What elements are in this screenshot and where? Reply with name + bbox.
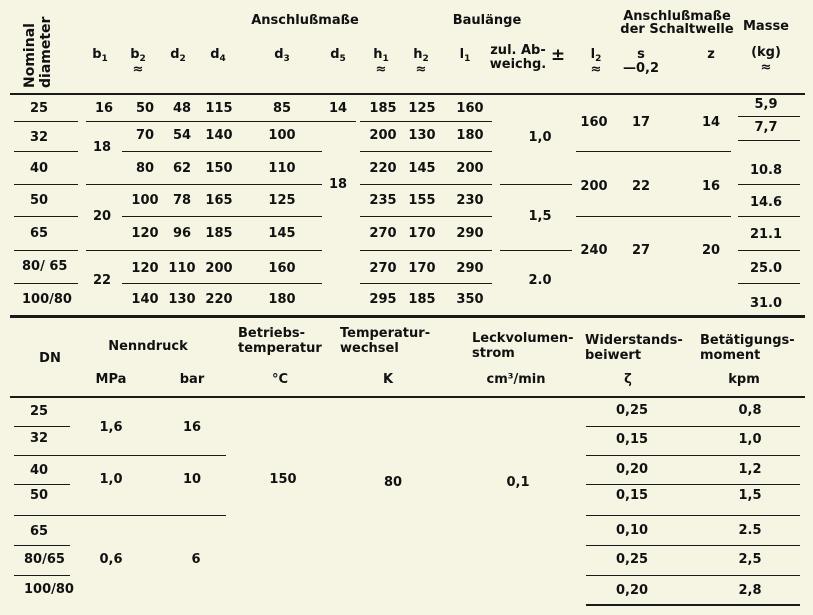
row-rule bbox=[14, 484, 70, 485]
z-cell: 14 bbox=[701, 115, 721, 130]
widerstandsbeiwert-header-line1: Widerstands- bbox=[585, 333, 683, 348]
masse-unit: (kg) bbox=[751, 45, 781, 60]
dn-cell: 40 bbox=[30, 463, 49, 478]
temperaturwechsel-value: 80 bbox=[383, 475, 403, 490]
row-rule bbox=[14, 121, 78, 122]
row-rule bbox=[738, 116, 800, 117]
masse-cell: 31.0 bbox=[749, 296, 783, 311]
row-rule bbox=[322, 121, 356, 122]
bottom-header-rule bbox=[10, 396, 805, 398]
s-header: s bbox=[637, 47, 645, 62]
b2-approx: ≈ bbox=[132, 62, 144, 77]
s-cell: 27 bbox=[631, 243, 651, 258]
d3-cell: 145 bbox=[268, 226, 296, 241]
s-tolerance: —0,2 bbox=[622, 61, 660, 76]
dn-header: DN bbox=[39, 351, 61, 366]
dn-cell: 65 bbox=[30, 226, 49, 241]
mpa-cell: 1,6 bbox=[99, 420, 123, 435]
nominal-diameter-header bbox=[20, 10, 52, 86]
zul-abweichung-cell: 1,5 bbox=[528, 209, 552, 224]
z-header: z bbox=[707, 47, 715, 62]
s-cell: 22 bbox=[631, 179, 651, 194]
row-rule bbox=[500, 184, 572, 185]
dn-cell: 80/65 bbox=[24, 552, 65, 567]
row-rule bbox=[122, 184, 322, 185]
dn-cell: 100/80 bbox=[24, 582, 74, 597]
d4-cell: 200 bbox=[205, 261, 233, 276]
row-rule bbox=[14, 250, 78, 251]
b1-cell: 22 bbox=[92, 273, 112, 288]
b2-cell: 80 bbox=[135, 161, 155, 176]
masse-cell: 7,7 bbox=[754, 120, 778, 135]
zeta-symbol: ζ bbox=[624, 372, 632, 387]
row-rule bbox=[86, 184, 122, 185]
s-cell: 17 bbox=[631, 115, 651, 130]
d5-header: $d_5$ bbox=[330, 47, 346, 64]
h1-cell: 295 bbox=[369, 292, 397, 307]
widerstandsbeiwert-header-line2: beiwert bbox=[585, 348, 642, 363]
moment-cell: 0,8 bbox=[738, 403, 762, 418]
d2-cell: 48 bbox=[172, 101, 192, 116]
h1-cell: 235 bbox=[369, 193, 397, 208]
table-separator bbox=[10, 315, 805, 318]
d2-cell: 130 bbox=[168, 292, 196, 307]
h2-cell: 170 bbox=[408, 261, 436, 276]
d3-cell: 110 bbox=[268, 161, 296, 176]
betriebstemperatur-value: 150 bbox=[269, 472, 297, 487]
widerstand-cell: 0,20 bbox=[615, 583, 649, 598]
dn-cell: 100/80 bbox=[22, 292, 72, 307]
schaltwelle-header-line2: der Schaltwelle bbox=[620, 22, 734, 37]
widerstand-cell: 0,25 bbox=[615, 403, 649, 418]
baulaenge-header: Baulänge bbox=[452, 13, 522, 28]
row-rule bbox=[14, 151, 78, 152]
row-rule bbox=[360, 283, 492, 284]
h2-cell: 170 bbox=[408, 226, 436, 241]
d2-cell: 110 bbox=[168, 261, 196, 276]
d3-cell: 125 bbox=[268, 193, 296, 208]
zul-abweichung-cell: 2.0 bbox=[528, 273, 552, 288]
dn-cell: 40 bbox=[30, 161, 49, 176]
row-rule bbox=[360, 151, 492, 152]
dn-cell: 32 bbox=[30, 431, 49, 446]
row-rule bbox=[500, 250, 572, 251]
top-header-rule bbox=[10, 93, 805, 95]
row-rule bbox=[360, 121, 492, 122]
l1-cell: 230 bbox=[456, 193, 484, 208]
temperaturwechsel-header-line2: wechsel bbox=[340, 341, 399, 356]
dn-cell: 25 bbox=[30, 101, 49, 116]
masse-header: Masse bbox=[742, 19, 790, 34]
widerstand-cell: 0,20 bbox=[615, 462, 649, 477]
h1-approx: ≈ bbox=[375, 62, 387, 77]
d2-cell: 54 bbox=[172, 128, 192, 143]
row-rule bbox=[360, 216, 492, 217]
l1-cell: 160 bbox=[456, 101, 484, 116]
leckvolumenstrom-value: 0,1 bbox=[506, 475, 530, 490]
moment-cell: 2.5 bbox=[738, 523, 762, 538]
row-rule bbox=[586, 515, 800, 516]
schaltwelle-header-line1: Anschlußmaße bbox=[623, 9, 731, 24]
dn-cell: 50 bbox=[30, 488, 49, 503]
z-cell: 20 bbox=[701, 243, 721, 258]
row-rule bbox=[360, 250, 492, 251]
d4-cell: 140 bbox=[205, 128, 233, 143]
h2-cell: 155 bbox=[408, 193, 436, 208]
zul-abweichung-cell: 1,0 bbox=[528, 130, 552, 145]
h1-header: $h_1$ bbox=[373, 47, 389, 64]
z-cell: 16 bbox=[701, 179, 721, 194]
kpm-unit: kpm bbox=[728, 372, 760, 387]
row-rule bbox=[86, 250, 122, 251]
row-rule bbox=[576, 216, 731, 217]
widerstand-cell: 0,25 bbox=[615, 552, 649, 567]
row-rule bbox=[122, 121, 322, 122]
row-rule bbox=[738, 140, 800, 141]
row-rule bbox=[360, 184, 492, 185]
widerstand-cell: 0,15 bbox=[615, 488, 649, 503]
row-rule bbox=[14, 545, 70, 546]
row-rule bbox=[122, 216, 322, 217]
row-rule bbox=[586, 484, 800, 485]
b2-header: $b_2$ bbox=[130, 47, 146, 64]
bar-cell: 10 bbox=[182, 472, 202, 487]
h2-cell: 145 bbox=[408, 161, 436, 176]
betaetigungsmoment-header-line1: Betätigungs- bbox=[700, 333, 795, 348]
d3-cell: 100 bbox=[268, 128, 296, 143]
h2-cell: 125 bbox=[408, 101, 436, 116]
masse-cell: 10.8 bbox=[749, 163, 783, 178]
leckvolumenstrom-header-line2: strom bbox=[472, 346, 515, 361]
h2-cell: 130 bbox=[408, 128, 436, 143]
dn-cell: 25 bbox=[30, 404, 49, 419]
dn-cell: 80/ 65 bbox=[22, 259, 68, 274]
h2-approx: ≈ bbox=[415, 62, 427, 77]
row-rule bbox=[586, 426, 800, 427]
l2-cell: 160 bbox=[580, 115, 608, 130]
betriebstemperatur-header-line2: temperatur bbox=[238, 341, 322, 356]
b2-cell: 50 bbox=[135, 101, 155, 116]
mpa-header: MPa bbox=[95, 372, 127, 387]
b2-cell: 140 bbox=[131, 292, 159, 307]
b1-cell: 20 bbox=[92, 209, 112, 224]
row-rule bbox=[738, 283, 800, 284]
betaetigungsmoment-header-line2: moment bbox=[700, 348, 761, 363]
row-rule bbox=[122, 250, 322, 251]
l2-cell: 200 bbox=[580, 179, 608, 194]
h1-cell: 270 bbox=[369, 261, 397, 276]
d4-header: $d_4$ bbox=[210, 47, 226, 64]
masse-cell: 25.0 bbox=[749, 261, 783, 276]
b2-cell: 120 bbox=[131, 226, 159, 241]
bar-cell: 6 bbox=[191, 552, 201, 567]
row-rule bbox=[14, 426, 70, 427]
row-rule bbox=[14, 283, 78, 284]
d4-cell: 165 bbox=[205, 193, 233, 208]
row-rule bbox=[122, 151, 322, 152]
row-rule bbox=[14, 575, 70, 576]
row-rule bbox=[14, 184, 78, 185]
h1-cell: 185 bbox=[369, 101, 397, 116]
b2-cell: 70 bbox=[135, 128, 155, 143]
l1-cell: 180 bbox=[456, 128, 484, 143]
nenndruck-header: Nenndruck bbox=[108, 339, 188, 354]
row-rule bbox=[14, 216, 78, 217]
b2-cell: 120 bbox=[131, 261, 159, 276]
h1-cell: 270 bbox=[369, 226, 397, 241]
row-rule bbox=[738, 216, 800, 217]
row-rule bbox=[586, 604, 800, 606]
row-rule bbox=[14, 455, 226, 456]
b2-cell: 100 bbox=[131, 193, 159, 208]
zul-abweichung-line1: zul. Ab- bbox=[490, 43, 546, 58]
d2-cell: 78 bbox=[172, 193, 192, 208]
nominal-label: Nominal bbox=[22, 23, 38, 88]
masse-approx: ≈ bbox=[760, 60, 772, 75]
d3-header: $d_3$ bbox=[274, 47, 290, 64]
h1-cell: 220 bbox=[369, 161, 397, 176]
anschlussmasse-header: Anschlußmaße bbox=[251, 13, 359, 28]
moment-cell: 2,5 bbox=[738, 552, 762, 567]
leck-unit: cm³/min bbox=[486, 372, 546, 387]
l1-header: $l_1$ bbox=[459, 47, 471, 64]
moment-cell: 1,2 bbox=[738, 462, 762, 477]
zul-abweichung-line2: weichg. bbox=[489, 57, 547, 72]
d4-cell: 115 bbox=[205, 101, 233, 116]
row-rule bbox=[14, 515, 226, 516]
h2-cell: 185 bbox=[408, 292, 436, 307]
bar-header: bar bbox=[179, 372, 205, 387]
mpa-cell: 0,6 bbox=[99, 552, 123, 567]
d2-header: $d_2$ bbox=[170, 47, 186, 64]
l2-header: $l_2$ bbox=[590, 47, 602, 64]
moment-cell: 1,5 bbox=[738, 488, 762, 503]
row-rule bbox=[86, 121, 122, 122]
h1-cell: 200 bbox=[369, 128, 397, 143]
widerstand-cell: 0,10 bbox=[615, 523, 649, 538]
diameter-label: diameter bbox=[38, 16, 54, 88]
betriebstemperatur-header-line1: Betriebs- bbox=[238, 326, 306, 341]
l2-approx: ≈ bbox=[590, 62, 602, 77]
leckvolumenstrom-header-line1: Leckvolumen- bbox=[472, 331, 574, 346]
h2-header: $h_2$ bbox=[413, 47, 429, 64]
d5-cell: 14 bbox=[328, 101, 348, 116]
d4-cell: 220 bbox=[205, 292, 233, 307]
l1-cell: 290 bbox=[456, 261, 484, 276]
row-rule bbox=[586, 545, 800, 546]
row-rule bbox=[586, 455, 800, 456]
row-rule bbox=[738, 184, 800, 185]
d4-cell: 185 bbox=[205, 226, 233, 241]
dn-cell: 50 bbox=[30, 193, 49, 208]
d2-cell: 62 bbox=[172, 161, 192, 176]
l1-cell: 290 bbox=[456, 226, 484, 241]
b1-header: $b_1$ bbox=[92, 47, 108, 64]
l1-cell: 350 bbox=[456, 292, 484, 307]
b1-cell: 18 bbox=[92, 140, 112, 155]
d3-cell: 180 bbox=[268, 292, 296, 307]
d4-cell: 150 bbox=[205, 161, 233, 176]
row-rule bbox=[122, 283, 322, 284]
widerstand-cell: 0,15 bbox=[615, 432, 649, 447]
d2-cell: 96 bbox=[172, 226, 192, 241]
temperaturwechsel-header-line1: Temperatur- bbox=[340, 326, 431, 341]
celsius-unit: °C bbox=[271, 372, 289, 387]
b1-cell: 16 bbox=[94, 101, 114, 116]
moment-cell: 1,0 bbox=[738, 432, 762, 447]
row-rule bbox=[738, 250, 800, 251]
masse-cell: 14.6 bbox=[749, 195, 783, 210]
d3-cell: 160 bbox=[268, 261, 296, 276]
masse-cell: 21.1 bbox=[749, 227, 783, 242]
masse-cell: 5,9 bbox=[754, 97, 778, 112]
d5-cell: 18 bbox=[328, 177, 348, 192]
row-rule bbox=[576, 151, 731, 152]
d3-cell: 85 bbox=[272, 101, 292, 116]
dn-cell: 32 bbox=[30, 130, 49, 145]
moment-cell: 2,8 bbox=[738, 583, 762, 598]
dn-cell: 65 bbox=[30, 524, 49, 539]
l1-cell: 200 bbox=[456, 161, 484, 176]
mpa-cell: 1,0 bbox=[99, 472, 123, 487]
row-rule bbox=[586, 575, 800, 576]
plus-minus-symbol: ± bbox=[550, 45, 566, 65]
l2-cell: 240 bbox=[580, 243, 608, 258]
bar-cell: 16 bbox=[182, 420, 202, 435]
kelvin-unit: K bbox=[382, 372, 394, 387]
